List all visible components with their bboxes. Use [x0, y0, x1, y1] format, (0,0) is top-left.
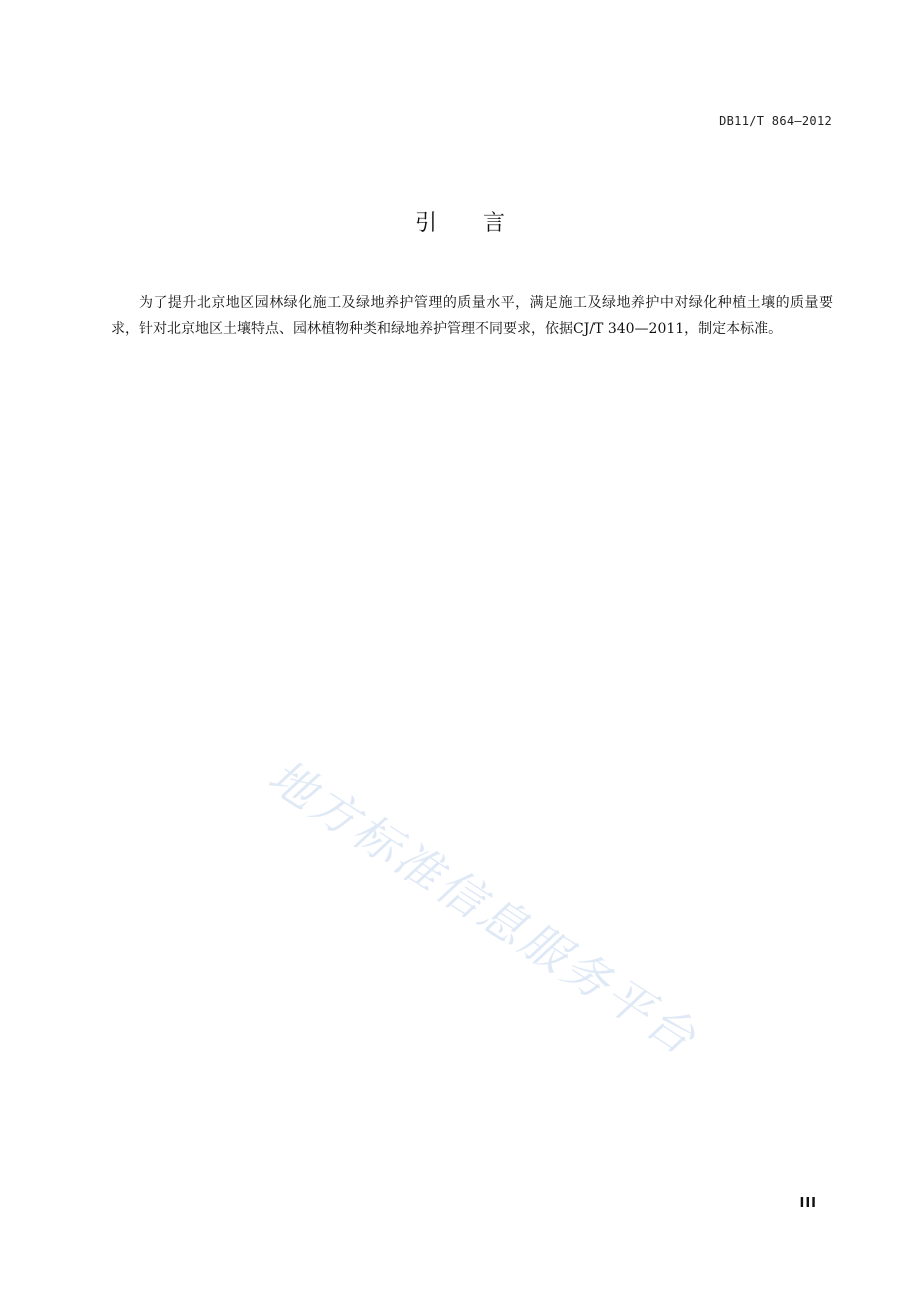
watermark: 地方标准信息服务平台 [258, 748, 708, 1067]
section-title: 引言 [414, 211, 551, 236]
intro-paragraph: 为了提升北京地区园林绿化施工及绿地养护管理的质量水平，满足施工及绿地养护中对绿化种植土壤的质量要求，针对北京地区土壤特点、园林植物种类和绿地养护管理不同要求，依据CJ/T 340—2011，制定本标准。 [111, 295, 833, 337]
document-code: DB11/T 864—2012 [719, 114, 832, 128]
page-number: III [799, 1196, 817, 1211]
